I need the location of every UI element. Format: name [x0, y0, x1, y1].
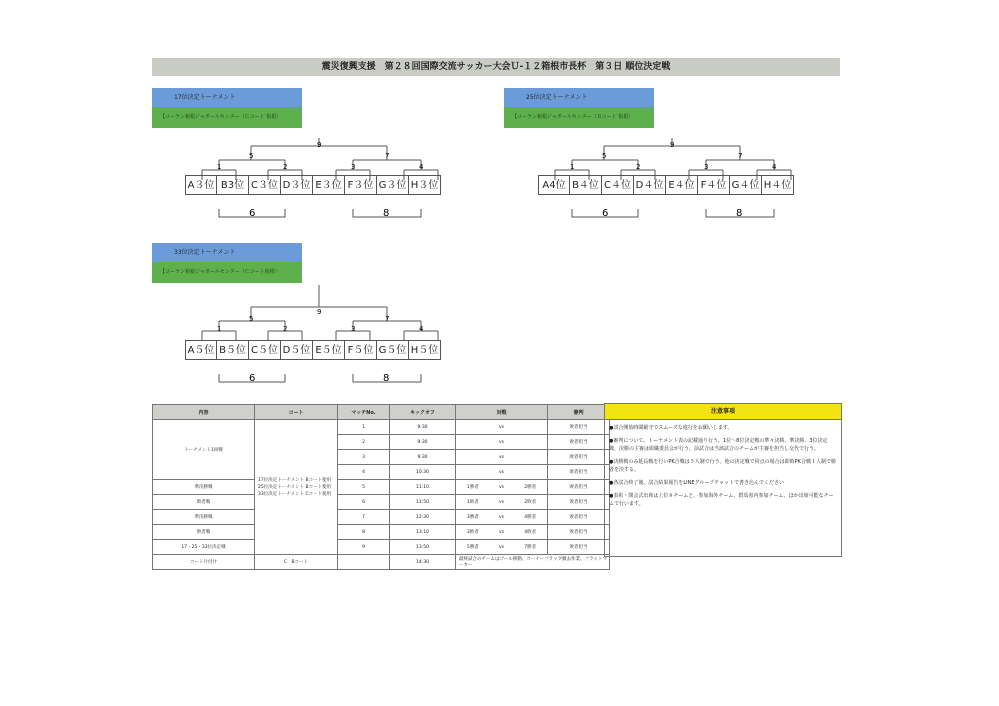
team-cell: E５位 — [313, 340, 345, 360]
match-label-2: 2 — [283, 325, 288, 333]
home: 1敗者 — [456, 495, 490, 510]
away — [513, 435, 547, 450]
match-label-2: 2 — [636, 163, 641, 171]
court: C Bコート — [255, 555, 338, 570]
bracket-venue: 【コーラン箱根ジャボールセンター（Ｂコート 箱根） — [504, 107, 654, 128]
notes-header: 注意事項 — [605, 404, 841, 420]
kickoff: 12:30 — [390, 510, 456, 525]
referee: 敗者担当 — [547, 540, 609, 555]
referee: 敗者担当 — [547, 450, 609, 465]
vs: vs — [490, 450, 514, 465]
match-no: 1 — [338, 420, 390, 435]
match-label-4: 4 — [419, 325, 424, 333]
match-no: 9 — [338, 540, 390, 555]
match-no: 4 — [338, 465, 390, 480]
content: 敗者戦 — [153, 495, 255, 510]
home: 3敗者 — [456, 525, 490, 540]
loser-match-8: 8 — [383, 373, 390, 384]
away: 2敗者 — [513, 495, 547, 510]
content: 17・25・33位決定戦 — [153, 540, 255, 555]
match-label-7: 7 — [385, 315, 390, 323]
team-cell: B3位 — [217, 175, 249, 195]
match-no: 6 — [338, 495, 390, 510]
team-cell: A５位 — [185, 340, 217, 360]
loser-lines-25 — [538, 195, 808, 225]
kickoff: 10:30 — [390, 465, 456, 480]
match-label-3: 3 — [351, 163, 356, 171]
loser-match-8: 8 — [736, 208, 743, 219]
match-no: 5 — [338, 480, 390, 495]
table-row — [153, 480, 610, 495]
referee: 敗者担当 — [547, 525, 609, 540]
note-item: ●審判について、トーナメント表の記載通り行う。1位～8位決定戦の準々決勝、準決勝、3位決定戦、決勝の主審は組織委員会が行う。前試合は当該試合のチームが主審を担当し交代で行う。 — [609, 438, 828, 452]
team-cell: D４位 — [634, 175, 666, 195]
bracket-teams-33 — [185, 340, 441, 360]
cleanup-note: 最終試合のチームはゴール移動、コーナーフラッグ撤去作業、フラットマーカー — [456, 555, 610, 570]
referee: 敗者担当 — [547, 495, 609, 510]
bracket-header-17 — [152, 88, 302, 128]
referee: 敗者担当 — [547, 480, 609, 495]
bracket-header-33 — [152, 243, 302, 283]
referee: 敗者担当 — [547, 435, 609, 450]
notes-box — [604, 403, 842, 557]
court-line: 17位決定トーナメント Bコート使用 — [258, 477, 332, 483]
team-cell: G３位 — [377, 175, 409, 195]
away: 2勝者 — [513, 480, 547, 495]
table-row — [153, 540, 610, 555]
match-no: 8 — [338, 525, 390, 540]
kickoff: 14:30 — [390, 555, 456, 570]
match-label-4: 4 — [772, 163, 777, 171]
team-cell: F５位 — [345, 340, 377, 360]
table-row — [153, 525, 610, 540]
bracket-venue: 【コーラン箱根ジャボールセンター（Ｃコート 箱根） — [152, 107, 302, 128]
match-label-1: 1 — [217, 163, 222, 171]
home: 5勝者 — [456, 540, 490, 555]
team-cell: A4位 — [538, 175, 570, 195]
kickoff: 9:30 — [390, 435, 456, 450]
note-item: ●決勝戦のみ延長戦を行いPK合戦は５人制で行う。他の決定戦で同点の場合は即時PK合戦１人制で勝者を決する。 — [609, 459, 836, 473]
court-line: 25位決定トーナメント Bコート使用 — [258, 484, 332, 490]
home — [456, 435, 490, 450]
team-cell: C５位 — [249, 340, 281, 360]
match-label-9: 9 — [317, 308, 322, 316]
match-label-2: 2 — [283, 163, 288, 171]
schedule-table — [152, 404, 610, 570]
table-row-cleanup — [153, 555, 610, 570]
kickoff: 9:30 — [390, 450, 456, 465]
match-label-4: 4 — [419, 163, 424, 171]
referee: 敗者担当 — [547, 465, 609, 480]
kickoff: 11:10 — [390, 480, 456, 495]
loser-match-6: 6 — [249, 373, 256, 384]
team-cell: B５位 — [217, 340, 249, 360]
referee: 敗者担当 — [547, 420, 609, 435]
court-line: 33位決定トーナメント Cコート使用 — [258, 491, 332, 497]
bracket-lines-33 — [185, 285, 455, 341]
match-label-1: 1 — [217, 325, 222, 333]
header-matchup: 対戦 — [456, 405, 548, 420]
match-no — [338, 555, 390, 570]
loser-match-6: 6 — [249, 208, 256, 219]
bracket-title: 17位決定トーナメント — [152, 88, 302, 107]
away — [513, 465, 547, 480]
home — [456, 465, 490, 480]
vs: vs — [490, 465, 514, 480]
match-label-7: 7 — [385, 152, 390, 160]
note-item: ●試合開始時間厳守でスムーズな進行をお願いします。 — [609, 425, 733, 431]
team-cell: G４位 — [730, 175, 762, 195]
home: 1勝者 — [456, 480, 490, 495]
bracket-title: 33位決定トーナメント — [152, 243, 302, 262]
vs: vs — [490, 435, 514, 450]
loser-lines-17 — [185, 195, 455, 225]
header-content: 内容 — [153, 405, 255, 420]
team-cell: D３位 — [281, 175, 313, 195]
match-no: 7 — [338, 510, 390, 525]
content: 準決勝戦 — [153, 510, 255, 525]
kickoff: 13:10 — [390, 525, 456, 540]
team-cell: F４位 — [698, 175, 730, 195]
loser-match-6: 6 — [602, 208, 609, 219]
bracket-title: 25位決定トーナメント — [504, 88, 654, 107]
home — [456, 420, 490, 435]
loser-match-8: 8 — [383, 208, 390, 219]
content: 敗者戦 — [153, 525, 255, 540]
vs: vs — [490, 510, 514, 525]
team-cell: A３位 — [185, 175, 217, 195]
table-row — [153, 510, 610, 525]
header-court: コート — [255, 405, 338, 420]
bracket-lines-17 — [185, 138, 455, 180]
team-cell: F３位 — [345, 175, 377, 195]
team-cell: H３位 — [409, 175, 441, 195]
match-label-3: 3 — [704, 163, 709, 171]
header-match-no: マッチNo. — [338, 405, 390, 420]
vs: vs — [490, 480, 514, 495]
match-label-5: 5 — [602, 152, 607, 160]
bracket-teams-17 — [185, 175, 441, 195]
page-title: 震災復興支援 第２８回国際交流サッカー大会Ｕ-１２箱根市長杯 第３日 順位決定戦 — [152, 58, 840, 76]
away: 4勝者 — [513, 510, 547, 525]
away: 7勝者 — [513, 540, 547, 555]
content: 準決勝戦 — [153, 480, 255, 495]
team-cell: C３位 — [249, 175, 281, 195]
referee: 敗者担当 — [547, 510, 609, 525]
team-cell: D５位 — [281, 340, 313, 360]
table-row — [153, 420, 610, 435]
team-cell: E４位 — [666, 175, 698, 195]
section-label: トーナメント1回戦 — [153, 420, 255, 480]
loser-lines-33 — [185, 360, 455, 390]
header-referee: 審判 — [547, 405, 609, 420]
match-label-1: 1 — [570, 163, 575, 171]
home: 3勝者 — [456, 510, 490, 525]
kickoff: 9:30 — [390, 420, 456, 435]
match-label-7: 7 — [738, 152, 743, 160]
match-no: 2 — [338, 435, 390, 450]
away: 4敗者 — [513, 525, 547, 540]
bracket-venue: 【コーラン箱根ジャボールセンター（Ｃコート箱根） — [152, 262, 302, 283]
note-item: ●各試合終了後、試合結果報告をLINEグループチャットで書き込んでください — [609, 480, 784, 486]
match-label-3: 3 — [351, 325, 356, 333]
match-no: 3 — [338, 450, 390, 465]
match-label-5: 5 — [249, 152, 254, 160]
team-cell: G５位 — [377, 340, 409, 360]
team-cell: E３位 — [313, 175, 345, 195]
bracket-lines-25 — [538, 138, 808, 180]
court-cell — [255, 420, 338, 555]
kickoff: 13:50 — [390, 540, 456, 555]
vs: vs — [490, 525, 514, 540]
content: コート片付け — [153, 555, 255, 570]
kickoff: 11:50 — [390, 495, 456, 510]
team-cell: H４位 — [762, 175, 794, 195]
table-row — [153, 495, 610, 510]
note-item: ●表彰・閉会式出席は上位８チームと、参加海外チーム、群馬県内参加チーム、ほか出席可能なチームで行います。 — [609, 493, 834, 507]
match-label-9: 9 — [317, 141, 322, 149]
table-header-row — [153, 405, 610, 420]
vs: vs — [490, 495, 514, 510]
bracket-header-25 — [504, 88, 654, 128]
match-label-5: 5 — [249, 315, 254, 323]
vs: vs — [490, 420, 514, 435]
away — [513, 420, 547, 435]
team-cell: B４位 — [570, 175, 602, 195]
team-cell: H５位 — [409, 340, 441, 360]
header-kickoff: キックオフ — [390, 405, 456, 420]
team-cell: C４位 — [602, 175, 634, 195]
match-label-9: 9 — [670, 141, 675, 149]
vs: vs — [490, 540, 514, 555]
bracket-teams-25 — [538, 175, 794, 195]
away — [513, 450, 547, 465]
home — [456, 450, 490, 465]
